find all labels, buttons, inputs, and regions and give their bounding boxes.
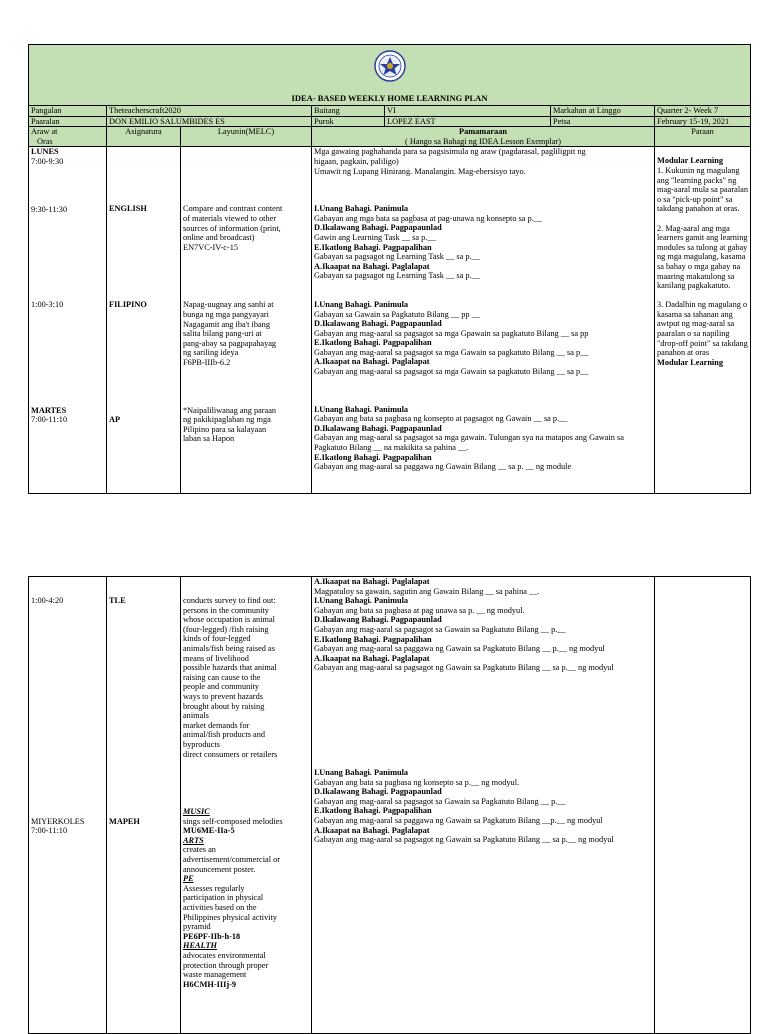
label-purok: Purok [312, 116, 385, 127]
deped-seal-icon [374, 50, 406, 82]
melc-line: Compare and contrast content [183, 204, 283, 214]
col-header-pamamaraan [312, 127, 655, 147]
step-text: Gawin ang Learning Task __ sa p.__ [314, 232, 436, 242]
arts-text: announcement poster. [183, 864, 256, 874]
paraan-heading: Modular Learning [657, 156, 723, 166]
melc-filipino [183, 300, 309, 367]
step-heading: A.Ikaapat na Bahagi. Paglalapat [314, 577, 430, 586]
health-heading: HEALTH [183, 941, 217, 951]
melc-line: animals/fish being raised as [183, 643, 275, 653]
col-header-paraan: Paraan [655, 127, 751, 147]
melc-line: Nagagamit ang iba't ibang [183, 319, 270, 329]
subject-tle: TLE [109, 596, 126, 605]
melc-line: direct consumers or retailers [183, 749, 278, 759]
melc-line: laban sa Hapon [183, 434, 235, 444]
day-martes: MARTES [31, 405, 67, 415]
pe-text: Philippines physical activity [183, 912, 278, 922]
health-text: waste management [183, 970, 247, 980]
document-title: IDEA- BASED WEEKLY HOME LEARNING PLAN [291, 93, 488, 104]
steps-filipino [314, 300, 652, 377]
time-martes: 7:00-11:10 [31, 415, 68, 425]
label-paaralan: Paaralan [29, 116, 107, 127]
step-heading: E.Ikatlong Bahagi. Pagpapalihan [314, 242, 432, 252]
paraan-step-3: 3. Dadalhin ng magulang o kasama sa tahanan ang awtput ng mag-aaral sa paaralan o sa napiling "drop-off point" sa takdang panahon at oras [657, 300, 748, 358]
label-baitang: Baitang [312, 106, 385, 117]
step-text: Gabayan sa Gawain sa Pagkatuto Bilang __ pp __ [314, 309, 480, 319]
step-heading: E.Ikatlong Bahagi. Pagpapalihan [314, 634, 432, 644]
col-header-araw [29, 127, 107, 147]
step-text: Magpatuloy sa gawain, sagutin ang Gawain Bilang __ sa pahina __. [314, 586, 540, 596]
step-heading: A.Ikaapat na Bahagi. Paglalapat [314, 357, 430, 367]
asignatura-column [107, 147, 181, 494]
pamamaraan-title: Pamamaraan [459, 127, 507, 137]
melc-line: brought about by raising [183, 701, 265, 711]
pamamaraan-subtitle: ( Hango sa Bahagi ng IDEA Lesson Exemplar) [405, 136, 561, 146]
melc-line: Pilipino para sa kalayaan [183, 424, 267, 434]
melc-line: of materials viewed to other [183, 213, 277, 223]
step-heading: I.Unang Bahagi. Panimula [314, 404, 409, 414]
step-text: Gabayan ang mag-aaral sa paggawa ng Gawain sa Pagkatuto Bilang __p.__ ng modyul [314, 815, 603, 825]
melc-line: people and community [183, 682, 260, 692]
steps-mapeh [314, 768, 652, 845]
melc-line: sources of information (print, [183, 223, 281, 233]
melc-line: EN7VC-IV-c-15 [183, 242, 238, 252]
melc-line: pang-abay sa pagpapahayag [183, 338, 277, 348]
melc-line: conducts survey to find out: [183, 596, 276, 605]
step-text: Gabayan ang mag-aaral sa paggawa ng Gawain sa Pagkatuto Bilang __ p.__ ng modyul [314, 644, 605, 654]
pe-text: activities based on the [183, 903, 257, 913]
paraan-step-2: 2. Mag-aaral ang mga learners gamit ang learning modules sa tulong at gabay ng mga magulang, kasama sa bahay o mga gabay na maaring makatulong sa kanilang pagkakatuto. [657, 223, 748, 291]
value-markahan: Quarter 2- Week 7 [655, 106, 751, 117]
pamamaraan-column-2 [312, 577, 655, 1034]
pe-text: Assesses regularly [183, 883, 245, 893]
melc-line: F6PB-IIIb-6.2 [183, 357, 231, 367]
step-text: Gabayan ang mag-aaral sa pagsagot sa Gawain sa Pagkatuto Bilang __ p.__ [314, 796, 566, 806]
melc-line: means of livelihood [183, 653, 249, 663]
health-text: protection through proper [183, 960, 269, 970]
melc-line: salita bilang pang-uri at [183, 329, 262, 339]
step-text: Gabayan sa pagsagot ng Learning Task __ sa p.__ [314, 252, 480, 262]
araw-line2: Oras [37, 136, 53, 146]
time-filipino: 1:00-3:10 [31, 300, 64, 310]
melc-line: animals [183, 711, 209, 721]
prep-line: Umawit ng Lupang Hinirang. Manalangin. Mag-ehersisyo tayo. [314, 166, 526, 176]
music-heading: MUSIC [183, 807, 210, 817]
subject-filipino: FILIPINO [109, 299, 147, 309]
step-heading: D.Ikalawang Bahagi. Pagpapaunlad [314, 319, 442, 329]
prep-line: Mga gawaing paghahanda para sa pagsisimula ng araw (pagdarasal, pagliligpit ng [314, 147, 586, 157]
step-heading: D.Ikalawang Bahagi. Pagpapaunlad [314, 615, 442, 625]
health-text: advocates environmental [183, 951, 266, 960]
subject-mapeh: MAPEH [109, 816, 140, 826]
melc-line: raising can cause to the [183, 672, 261, 682]
melc-line: possible hazards that animal [183, 663, 277, 673]
step-heading: A.Ikaapat na Bahagi. Paglalapat [314, 261, 430, 271]
step-text: Gabayan ang bata sa pagbasa ng konsepto sa p.__ ng modyul. [314, 777, 520, 787]
melc-line: online and broadcast) [183, 233, 255, 243]
step-text: Gabayan ang mag-aaral sa pagsagot ng Gawain sa Pagkatuto Bilang __ sa p.__ ng modyul [314, 835, 614, 845]
layunin-column [181, 147, 312, 494]
melc-line: Napag-uugnay ang sanhi at [183, 300, 274, 310]
time-english: 9:30-11:30 [31, 204, 68, 214]
pe-text: pyramid [183, 922, 211, 932]
prep-line: higaan, pagkain, paliligo) [314, 156, 399, 166]
melc-line: market demands for [183, 720, 250, 730]
arts-heading: ARTS [183, 835, 204, 845]
step-text: Gabayan ang mag-aaral sa pagsagot sa mga gawain. Tulungan sya na matapos ang Gawain sa Pagkatuto Bilang __ na makikita sa pahina __. [314, 433, 624, 453]
pe-heading: PE [183, 874, 194, 884]
melc-line: persons in the community [183, 605, 269, 615]
health-code: H6CMH-IIIj-9 [183, 979, 237, 989]
label-pangalan: Pangalan [29, 106, 107, 117]
paraan-column [655, 147, 751, 494]
melc-line: (four-legged) /fish raising [183, 624, 269, 634]
step-text: Gabayan ang mga bata sa pagbasa at pag-unawa ng konsepto sa p.__ [314, 213, 543, 223]
melc-line: byproducts [183, 739, 220, 749]
paraan-heading: Modular Learning [657, 357, 723, 367]
page-1 [28, 44, 750, 494]
step-heading: A.Ikaapat na Bahagi. Paglalapat [314, 825, 430, 835]
step-heading: E.Ikatlong Bahagi. Pagpapalihan [314, 452, 432, 462]
pe-code: PE6PF-IIb-h-18 [183, 931, 241, 941]
step-text: Gabayan ang mag-aaral sa pagsagot sa mga Gpawain sa pagkatuto Bilang __ sa pp [314, 328, 589, 338]
step-text: Gabayan ang bata sa pagbasa at pag unawa sa p. __ ng modyul. [314, 605, 525, 615]
araw-column [29, 147, 107, 494]
step-text: Gabayan ang mag-aaral sa pagsagot sa Gawain sa Pagkatuto Bilang __ p.__ [314, 624, 566, 634]
lunes-prep [314, 147, 652, 176]
melc-line: kinds of four-legged [183, 634, 251, 644]
steps-ap [314, 405, 652, 472]
step-text: Gabayan sa pagsagot ng Learning Task __ sa p.__ [314, 271, 480, 281]
layunin-column-2 [181, 577, 312, 1034]
melc-line: *Naipaliliwanag ang paraan [183, 405, 277, 415]
col-header-layunin: Layunin(MELC) [181, 127, 312, 147]
paraan-step-1: 1. Kukunin ng magulang ang "learning packs" ng mag-aaral mula sa paaralan o sa "pick-up point" sa takdang panahon at oras. [657, 165, 748, 214]
step-heading: I.Unang Bahagi. Panimula [314, 596, 409, 606]
step-heading: E.Ikatlong Bahagi. Pagpapalihan [314, 806, 432, 816]
steps-tle [314, 596, 652, 673]
step-text: Gabayan ang bata sa pagbasa ng konsepto at pagsagot ng Gawain __ sa p.__ [314, 414, 568, 424]
label-petsa: Petsa [551, 116, 655, 127]
step-heading: D.Ikalawang Bahagi. Pagpapaunlad [314, 787, 442, 797]
steps-english [314, 204, 652, 281]
arts-text: advertisement/commercial or [183, 855, 280, 865]
step-text: Gabayan ang mag-aaral sa pagsagot ng Gawain sa Pagkatuto Bilang __ sa p.__ ng modyul [314, 663, 614, 673]
melc-line: ng sariling ideya [183, 348, 239, 358]
subject-ap: AP [109, 414, 121, 424]
day-miyerkoles: MIYERKOLES [31, 816, 85, 826]
araw-line1: Araw at [31, 127, 58, 137]
time-tle: 1:00-4:20 [31, 596, 64, 605]
music-text: sings self-composed melodies [183, 816, 283, 826]
melc-tle [183, 596, 309, 759]
step-heading: D.Ikalawang Bahagi. Pagpapaunlad [314, 423, 442, 433]
step-heading: I.Unang Bahagi. Panimula [314, 767, 409, 777]
step-heading: I.Unang Bahagi. Panimula [314, 204, 409, 214]
step-heading: I.Unang Bahagi. Panimula [314, 299, 409, 309]
pe-text: participation in physical [183, 893, 264, 903]
steps-ap-cont [314, 577, 652, 596]
paraan-column-2 [655, 577, 751, 1034]
araw-column-2 [29, 577, 107, 1034]
col-header-asignatura: Asignatura [107, 127, 181, 147]
melc-line: animal/fish products and [183, 730, 266, 740]
music-code: MU6ME-IIa-5 [183, 826, 235, 836]
time-lunes: 7:00-9:30 [31, 156, 64, 166]
value-purok: LOPEZ EAST [385, 116, 551, 127]
value-petsa: February 15-19, 2021 [655, 116, 751, 127]
value-pangalan: Theteacherscraft2020 [107, 106, 312, 117]
asignatura-column-2 [107, 577, 181, 1034]
melc-line: bunga ng mga pangyayari [183, 309, 269, 319]
melc-line: whose occupation is animal [183, 615, 275, 625]
plan-table-page2 [28, 576, 751, 1034]
step-text: Gabayan ang mag-aaral sa pagsagot sa mga Gawain sa pagkatuto Bilang __ sa p__ [314, 347, 589, 357]
melc-line: ng pakikipaglaban ng mga [183, 415, 271, 425]
melc-mapeh [183, 807, 309, 989]
value-paaralan: DON EMILIO SALUMBIDES ES [107, 116, 312, 127]
label-markahan: Markahan at Linggo [551, 106, 655, 117]
melc-line: ways to prevent hazards [183, 691, 263, 701]
arts-text: creates an [183, 845, 216, 855]
page-2 [28, 576, 750, 1034]
time-miyerkoles: 7:00-11:10 [31, 826, 68, 836]
step-text: Gabayan ang mag-aaral sa pagsagot sa mga Gawain sa pagkatuto Bilang __ sa p__ [314, 367, 589, 377]
day-lunes: LUNES [31, 147, 59, 157]
value-baitang: VI [385, 106, 551, 117]
step-text: Gabayan ang mag-aaral sa paggawa ng Gawain Bilang __ sa p. __ ng module [314, 462, 572, 472]
plan-table-page1 [28, 44, 751, 494]
pamamaraan-column [312, 147, 655, 494]
melc-english [183, 204, 309, 252]
title-banner [29, 45, 751, 106]
step-heading: E.Ikatlong Bahagi. Pagpapalihan [314, 338, 432, 348]
step-heading: D.Ikalawang Bahagi. Pagpapaunlad [314, 223, 442, 233]
step-heading: A.Ikaapat na Bahagi. Paglalapat [314, 653, 430, 663]
melc-ap [183, 406, 309, 444]
subject-english: ENGLISH [109, 204, 147, 214]
